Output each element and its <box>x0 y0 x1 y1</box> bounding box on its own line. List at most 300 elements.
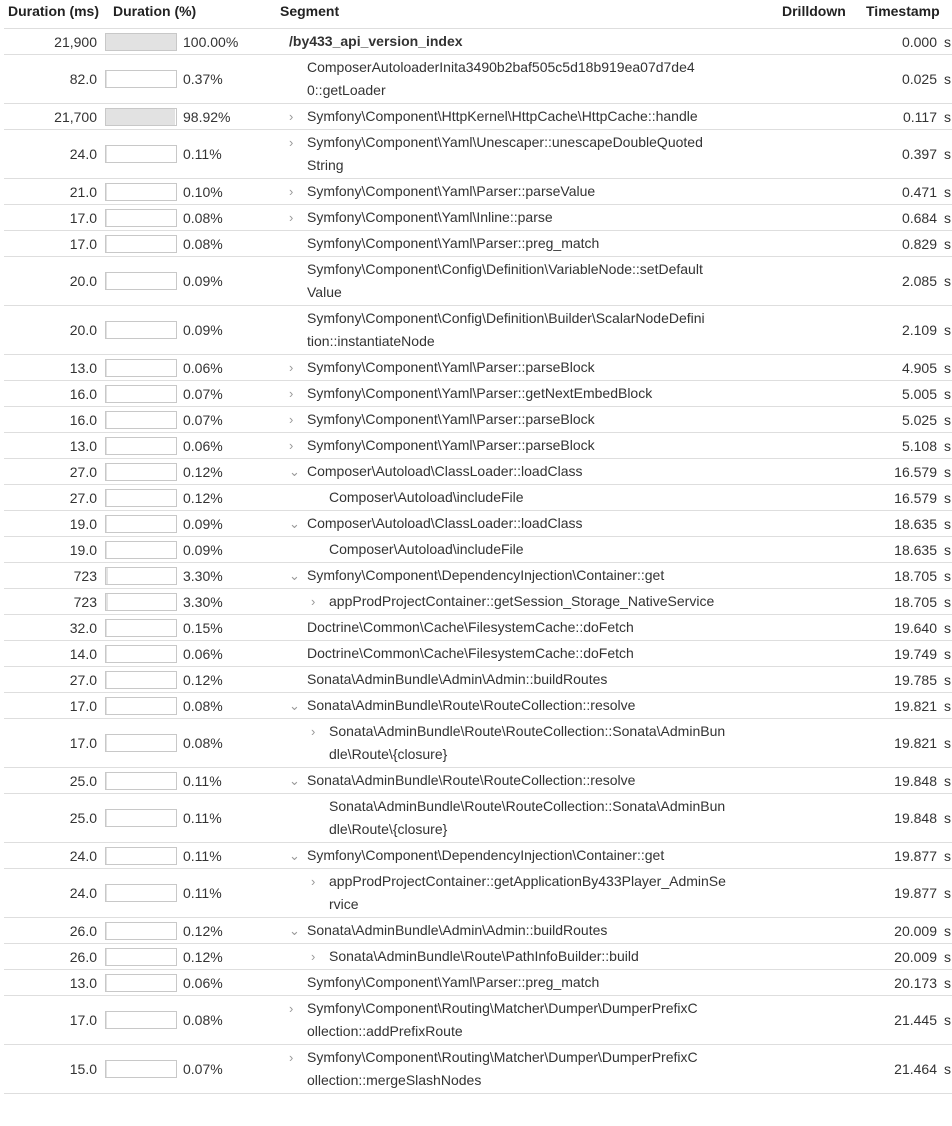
duration-bar-track <box>105 671 177 689</box>
trace-row[interactable] <box>4 996 952 1045</box>
drilldown-cell <box>770 511 848 537</box>
duration-ms: 27.0 <box>4 459 105 485</box>
duration-pct: 0.07% <box>180 1045 283 1094</box>
duration-ms: 17.0 <box>4 693 105 719</box>
duration-bar <box>105 104 180 130</box>
timestamp-unit: s <box>944 671 951 688</box>
duration-pct: 0.06% <box>180 970 283 996</box>
timestamp-value: 0.684 <box>901 209 937 226</box>
trace-row[interactable] <box>4 306 952 355</box>
expand-chevron-icon[interactable]: › <box>289 135 294 150</box>
duration-bar-fill <box>106 885 107 901</box>
timestamp-value: 0.000 <box>901 33 937 50</box>
segment-cell[interactable] <box>283 459 770 485</box>
drilldown-cell <box>770 104 848 130</box>
segment-cell[interactable] <box>283 29 770 55</box>
duration-bar-fill <box>106 848 107 864</box>
duration-bar <box>105 205 180 231</box>
drilldown-cell <box>770 869 848 918</box>
timestamp-value: 16.579 <box>894 489 937 506</box>
timestamp-unit: s <box>944 235 951 252</box>
segment-cell[interactable] <box>283 205 770 231</box>
segment-name: Sonata\AdminBundle\Admin\Admin::buildRoutes <box>307 671 608 687</box>
duration-ms: 21.0 <box>4 179 105 205</box>
trace-row[interactable] <box>4 869 952 918</box>
duration-bar-fill <box>106 773 107 789</box>
duration-bar-fill <box>106 412 107 428</box>
trace-table <box>4 28 952 1094</box>
drilldown-header: Drilldown <box>782 3 846 19</box>
segment-name: Doctrine\Common\Cache\FilesystemCache::doFetch <box>307 619 634 635</box>
timestamp-value: 18.705 <box>894 567 937 584</box>
duration-bar <box>105 257 180 306</box>
duration-bar-track <box>105 697 177 715</box>
timestamp-unit: s <box>944 183 951 200</box>
segment-cell[interactable] <box>283 130 770 179</box>
duration-ms: 24.0 <box>4 843 105 869</box>
timestamp <box>848 130 952 179</box>
trace-row[interactable] <box>4 970 952 996</box>
segment-name: Doctrine\Common\Cache\FilesystemCache::doFetch <box>307 645 634 661</box>
timestamp <box>848 205 952 231</box>
duration-bar <box>105 355 180 381</box>
collapse-chevron-icon[interactable]: ⌄ <box>289 923 300 938</box>
duration-bar <box>105 130 180 179</box>
timestamp-unit: s <box>944 645 951 662</box>
duration-bar-track <box>105 1060 177 1078</box>
segment-name: appProdProjectContainer::getSession_Storage_NativeService <box>329 593 715 609</box>
segment-cell[interactable] <box>283 589 770 615</box>
duration-bar <box>105 944 180 970</box>
timestamp-value: 0.471 <box>901 183 937 200</box>
timestamp <box>848 843 952 869</box>
timestamp-value: 21.445 <box>894 1012 937 1028</box>
drilldown-cell <box>770 355 848 381</box>
duration-pct: 0.15% <box>180 615 283 641</box>
duration-ms: 723 <box>4 589 105 615</box>
segment-name: Sonata\AdminBundle\Route\RouteCollection::resolve <box>307 697 636 713</box>
duration-pct: 0.08% <box>180 231 283 257</box>
timestamp-unit: s <box>944 948 951 965</box>
trace-row[interactable] <box>4 205 952 231</box>
timestamp-unit: s <box>944 885 951 901</box>
timestamp <box>848 970 952 996</box>
timestamp-value: 5.025 <box>901 411 937 428</box>
segment-cell[interactable] <box>283 55 770 104</box>
segment-name: Symfony\Component\Yaml\Parser::preg_match <box>307 235 600 251</box>
timestamp-unit: s <box>944 1061 951 1077</box>
timestamp-value: 20.009 <box>894 922 937 939</box>
segment-name: ComposerAutoloaderInita3490b2baf505c5d18b919ea07d7de40::getLoader <box>307 59 695 98</box>
duration-pct: 0.07% <box>180 381 283 407</box>
duration-bar-fill <box>106 975 107 991</box>
duration-bar-fill <box>106 949 107 965</box>
duration-bar-track <box>105 145 177 163</box>
duration-bar <box>105 1045 180 1094</box>
drilldown-cell <box>770 719 848 768</box>
duration-bar <box>105 306 180 355</box>
duration-pct: 0.07% <box>180 407 283 433</box>
duration-bar <box>105 179 180 205</box>
segment-name: Symfony\Component\HttpKernel\HttpCache\HttpCache::handle <box>307 108 698 124</box>
duration-bar-fill <box>106 146 107 162</box>
timestamp-header[interactable]: Timestamp <box>866 3 940 19</box>
expand-chevron-icon[interactable]: › <box>289 109 294 124</box>
segment-cell[interactable] <box>283 104 770 130</box>
timestamp-value: 19.821 <box>894 735 937 751</box>
timestamp <box>848 459 952 485</box>
duration-bar-track <box>105 108 177 126</box>
duration-bar-track <box>105 645 177 663</box>
duration-pct: 100.00% <box>180 29 283 55</box>
segment-name: Sonata\AdminBundle\Route\RouteCollection::resolve <box>307 772 636 788</box>
trace-row[interactable] <box>4 537 952 563</box>
collapse-chevron-icon[interactable]: ⌄ <box>289 464 300 479</box>
trace-row[interactable] <box>4 355 952 381</box>
trace-row[interactable] <box>4 459 952 485</box>
expand-chevron-icon[interactable]: › <box>311 874 316 889</box>
duration-ms: 21,900 <box>4 29 105 55</box>
duration-bar <box>105 55 180 104</box>
duration-bar-track <box>105 593 177 611</box>
duration-bar-fill <box>106 568 108 584</box>
duration-ms: 13.0 <box>4 355 105 381</box>
duration-ms: 21,700 <box>4 104 105 130</box>
duration-bar-track <box>105 489 177 507</box>
segment-cell[interactable] <box>283 944 770 970</box>
duration-pct: 0.08% <box>180 719 283 768</box>
trace-row[interactable] <box>4 407 952 433</box>
duration-ms-header[interactable]: Duration (ms) <box>8 3 99 19</box>
duration-bar-track <box>105 772 177 790</box>
duration-bar-fill <box>106 646 107 662</box>
duration-bar-fill <box>106 322 107 338</box>
segment-cell[interactable] <box>283 667 770 693</box>
duration-pct: 0.08% <box>180 693 283 719</box>
timestamp-unit: s <box>944 385 951 402</box>
segment-name: Composer\Autoload\ClassLoader::loadClass <box>307 515 583 531</box>
drilldown-cell <box>770 970 848 996</box>
duration-ms: 82.0 <box>4 55 105 104</box>
timestamp <box>848 794 952 843</box>
trace-row[interactable] <box>4 231 952 257</box>
timestamp-value: 5.108 <box>901 437 937 454</box>
duration-ms: 16.0 <box>4 381 105 407</box>
expand-chevron-icon[interactable]: › <box>289 386 294 401</box>
expand-chevron-icon[interactable]: › <box>289 1001 294 1016</box>
duration-bar-track <box>105 541 177 559</box>
segment-cell[interactable] <box>283 563 770 589</box>
segment-name: Symfony\Component\Yaml\Inline::parse <box>307 209 553 225</box>
segment-cell[interactable] <box>283 433 770 459</box>
segment-cell[interactable] <box>283 231 770 257</box>
timestamp-value: 19.848 <box>894 772 937 789</box>
timestamp-unit: s <box>944 437 951 454</box>
duration-ms: 17.0 <box>4 719 105 768</box>
drilldown-cell <box>770 231 848 257</box>
duration-bar-track <box>105 619 177 637</box>
duration-ms: 19.0 <box>4 537 105 563</box>
segment-cell[interactable] <box>283 485 770 511</box>
duration-bar <box>105 511 180 537</box>
duration-bar-track <box>105 359 177 377</box>
timestamp-value: 19.848 <box>894 810 937 826</box>
timestamp-unit: s <box>944 273 951 289</box>
duration-pct: 0.12% <box>180 918 283 944</box>
expand-chevron-icon[interactable]: › <box>311 949 316 964</box>
drilldown-cell <box>770 918 848 944</box>
duration-ms: 17.0 <box>4 205 105 231</box>
duration-ms: 27.0 <box>4 485 105 511</box>
timestamp <box>848 511 952 537</box>
timestamp <box>848 231 952 257</box>
duration-pct: 0.11% <box>180 130 283 179</box>
duration-pct: 0.12% <box>180 667 283 693</box>
duration-bar <box>105 693 180 719</box>
duration-bar-track <box>105 463 177 481</box>
trace-row[interactable] <box>4 130 952 179</box>
duration-bar <box>105 563 180 589</box>
segment-cell[interactable] <box>283 843 770 869</box>
duration-bar-track <box>105 209 177 227</box>
duration-pct-header[interactable]: Duration (%) <box>113 3 197 19</box>
segment-cell[interactable] <box>283 511 770 537</box>
trace-row[interactable] <box>4 641 952 667</box>
expand-chevron-icon[interactable]: › <box>311 724 316 739</box>
timestamp-value: 18.635 <box>894 515 937 532</box>
segment-name: /by433_api_version_index <box>289 33 463 49</box>
timestamp <box>848 641 952 667</box>
duration-bar <box>105 485 180 511</box>
duration-pct: 0.11% <box>180 794 283 843</box>
duration-bar-fill <box>106 109 175 125</box>
timestamp-value: 19.749 <box>894 645 937 662</box>
trace-row[interactable] <box>4 433 952 459</box>
duration-pct: 0.06% <box>180 355 283 381</box>
duration-bar-fill <box>106 34 176 50</box>
expand-chevron-icon[interactable]: › <box>289 438 294 453</box>
trace-row[interactable] <box>4 615 952 641</box>
drilldown-cell <box>770 257 848 306</box>
timestamp-value: 0.117 <box>903 108 937 125</box>
duration-ms: 20.0 <box>4 257 105 306</box>
duration-bar <box>105 459 180 485</box>
duration-ms: 26.0 <box>4 918 105 944</box>
duration-pct: 0.09% <box>180 511 283 537</box>
timestamp <box>848 179 952 205</box>
trace-row[interactable] <box>4 511 952 537</box>
drilldown-cell <box>770 843 848 869</box>
timestamp-value: 4.905 <box>901 359 937 376</box>
duration-bar-fill <box>106 672 107 688</box>
duration-bar-track <box>105 809 177 827</box>
timestamp-value: 21.464 <box>894 1061 937 1077</box>
drilldown-cell <box>770 306 848 355</box>
timestamp <box>848 55 952 104</box>
trace-row[interactable] <box>4 719 952 768</box>
trace-row[interactable] <box>4 381 952 407</box>
table-header <box>0 0 952 28</box>
duration-bar <box>105 231 180 257</box>
duration-ms: 24.0 <box>4 130 105 179</box>
drilldown-cell <box>770 589 848 615</box>
trace-row[interactable] <box>4 55 952 104</box>
collapse-chevron-icon[interactable]: ⌄ <box>289 848 300 863</box>
segment-name: Composer\Autoload\ClassLoader::loadClass <box>307 463 583 479</box>
duration-bar-fill <box>106 71 107 87</box>
segment-cell[interactable] <box>283 257 770 306</box>
timestamp-unit: s <box>944 146 951 162</box>
drilldown-cell <box>770 944 848 970</box>
duration-bar <box>105 794 180 843</box>
timestamp-unit: s <box>944 772 951 789</box>
segment-cell[interactable] <box>283 1045 770 1094</box>
expand-chevron-icon[interactable]: › <box>311 594 316 609</box>
duration-bar-track <box>105 884 177 902</box>
segment-header[interactable]: Segment <box>280 3 340 19</box>
duration-ms: 13.0 <box>4 970 105 996</box>
trace-row[interactable] <box>4 29 952 55</box>
segment-name: Symfony\Component\DependencyInjection\Container::get <box>307 567 665 583</box>
timestamp-unit: s <box>944 33 951 50</box>
duration-bar-fill <box>106 594 108 610</box>
timestamp-value: 20.173 <box>894 974 937 991</box>
segment-cell[interactable] <box>283 768 770 794</box>
drilldown-cell <box>770 794 848 843</box>
trace-row[interactable] <box>4 257 952 306</box>
timestamp <box>848 563 952 589</box>
timestamp-unit: s <box>944 810 951 826</box>
timestamp-value: 16.579 <box>894 463 937 480</box>
segment-cell[interactable] <box>283 355 770 381</box>
trace-row[interactable] <box>4 944 952 970</box>
segment-cell[interactable] <box>283 918 770 944</box>
trace-row[interactable] <box>4 794 952 843</box>
segment-cell[interactable] <box>283 970 770 996</box>
trace-row[interactable] <box>4 843 952 869</box>
expand-chevron-icon[interactable]: › <box>289 412 294 427</box>
duration-bar <box>105 407 180 433</box>
timestamp-value: 19.821 <box>894 697 937 714</box>
duration-bar-fill <box>106 1012 107 1028</box>
trace-row[interactable] <box>4 1045 952 1094</box>
timestamp <box>848 719 952 768</box>
segment-name: Symfony\Component\Routing\Matcher\Dumper\DumperPrefixCollection::mergeSlashNodes <box>307 1049 698 1088</box>
duration-bar-track <box>105 948 177 966</box>
timestamp-unit: s <box>944 735 951 751</box>
segment-name: Composer\Autoload\includeFile <box>329 489 524 505</box>
segment-cell[interactable] <box>283 693 770 719</box>
segment-cell[interactable] <box>283 381 770 407</box>
segment-cell[interactable] <box>283 996 770 1045</box>
trace-row[interactable] <box>4 589 952 615</box>
trace-row[interactable] <box>4 104 952 130</box>
segment-name: Sonata\AdminBundle\Admin\Admin::buildRoutes <box>307 922 608 938</box>
timestamp <box>848 104 952 130</box>
segment-name: Symfony\Component\Yaml\Unescaper::unescapeDoubleQuotedString <box>307 134 703 173</box>
timestamp-value: 2.109 <box>901 322 937 338</box>
duration-bar-track <box>105 437 177 455</box>
duration-pct: 0.11% <box>180 869 283 918</box>
duration-pct: 0.08% <box>180 205 283 231</box>
duration-bar-track <box>105 272 177 290</box>
timestamp-value: 2.085 <box>901 273 937 289</box>
timestamp-unit: s <box>944 463 951 480</box>
timestamp-unit: s <box>944 209 951 226</box>
trace-row[interactable] <box>4 179 952 205</box>
trace-row[interactable] <box>4 693 952 719</box>
timestamp <box>848 615 952 641</box>
duration-pct: 0.06% <box>180 641 283 667</box>
timestamp <box>848 29 952 55</box>
timestamp <box>848 1045 952 1094</box>
segment-cell[interactable] <box>283 719 770 768</box>
drilldown-cell <box>770 641 848 667</box>
timestamp-value: 0.397 <box>901 146 937 162</box>
duration-bar-fill <box>106 490 107 506</box>
duration-bar-fill <box>106 360 107 376</box>
segment-name: Symfony\Component\Yaml\Parser::parseBlock <box>307 359 595 375</box>
duration-pct: 0.12% <box>180 485 283 511</box>
segment-cell[interactable] <box>283 794 770 843</box>
trace-row[interactable] <box>4 485 952 511</box>
duration-pct: 0.09% <box>180 257 283 306</box>
duration-pct: 0.06% <box>180 433 283 459</box>
trace-row[interactable] <box>4 563 952 589</box>
trace-row[interactable] <box>4 918 952 944</box>
timestamp <box>848 257 952 306</box>
timestamp <box>848 407 952 433</box>
segment-cell[interactable] <box>283 306 770 355</box>
duration-bar <box>105 843 180 869</box>
expand-chevron-icon[interactable]: › <box>289 184 294 199</box>
timestamp <box>848 537 952 563</box>
expand-chevron-icon[interactable]: › <box>289 360 294 375</box>
timestamp-value: 19.785 <box>894 671 937 688</box>
segment-name: Symfony\Component\Yaml\Parser::preg_match <box>307 974 600 990</box>
timestamp-value: 19.877 <box>894 885 937 901</box>
timestamp <box>848 996 952 1045</box>
collapse-chevron-icon[interactable]: ⌄ <box>289 568 300 583</box>
expand-chevron-icon[interactable]: › <box>289 210 294 225</box>
duration-bar-fill <box>106 810 107 826</box>
segment-cell[interactable] <box>283 407 770 433</box>
duration-bar <box>105 433 180 459</box>
duration-bar <box>105 667 180 693</box>
duration-bar-track <box>105 70 177 88</box>
segment-cell[interactable] <box>283 537 770 563</box>
drilldown-cell <box>770 459 848 485</box>
segment-cell[interactable] <box>283 179 770 205</box>
trace-row[interactable] <box>4 768 952 794</box>
duration-bar <box>105 918 180 944</box>
collapse-chevron-icon[interactable]: ⌄ <box>289 698 300 713</box>
duration-bar-fill <box>106 464 107 480</box>
collapse-chevron-icon[interactable]: ⌄ <box>289 773 300 788</box>
segment-cell[interactable] <box>283 615 770 641</box>
timestamp <box>848 485 952 511</box>
segment-cell[interactable] <box>283 869 770 918</box>
drilldown-cell <box>770 433 848 459</box>
timestamp-unit: s <box>944 411 951 428</box>
expand-chevron-icon[interactable]: › <box>289 1050 294 1065</box>
duration-ms: 19.0 <box>4 511 105 537</box>
segment-cell[interactable] <box>283 641 770 667</box>
drilldown-cell <box>770 381 848 407</box>
duration-ms: 27.0 <box>4 667 105 693</box>
collapse-chevron-icon[interactable]: ⌄ <box>289 516 300 531</box>
trace-row[interactable] <box>4 667 952 693</box>
